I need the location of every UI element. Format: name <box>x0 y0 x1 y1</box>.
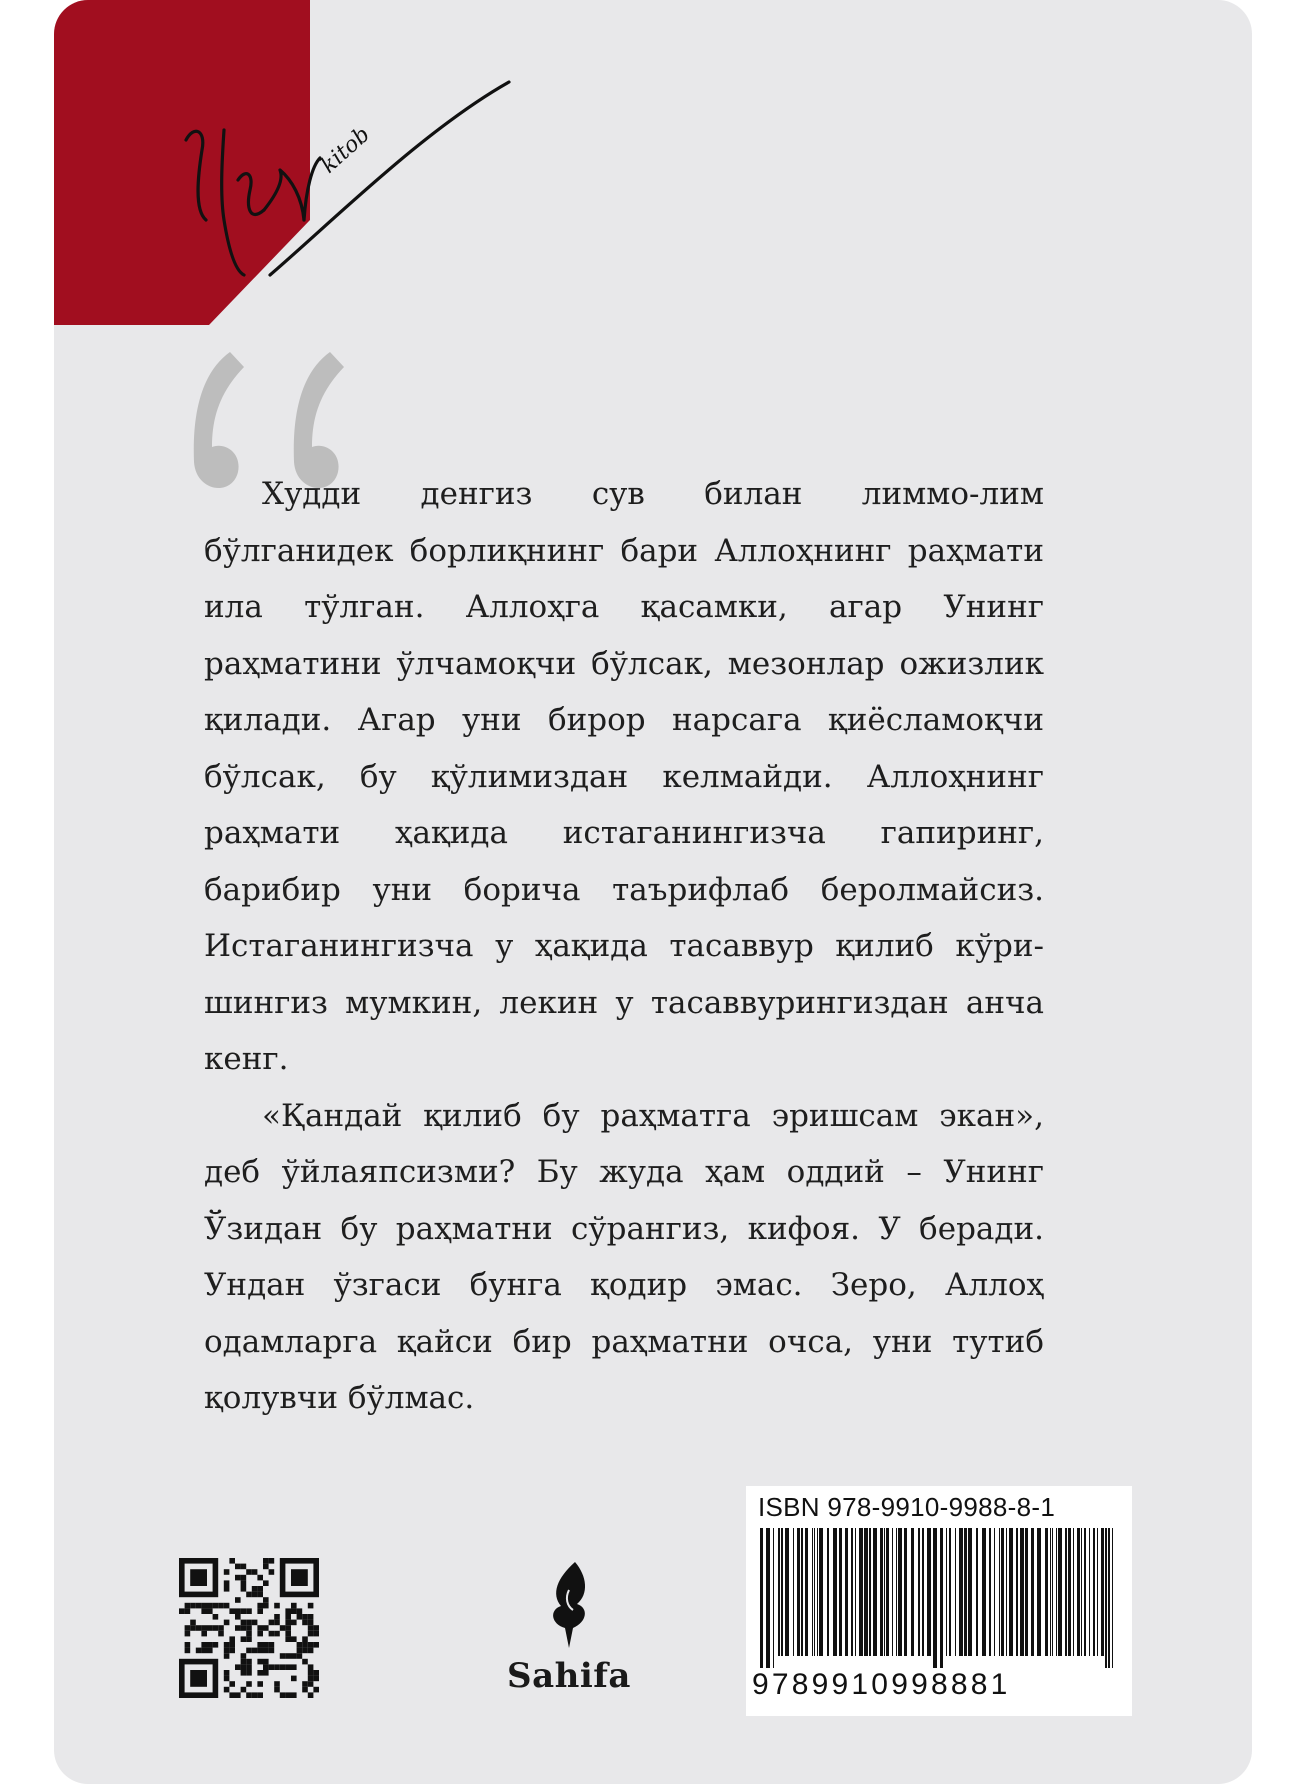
quill-flame-icon <box>539 1560 599 1650</box>
quote-paragraph: Худди денгиз сув билан лиммо-лим бўлганидек борлиқнинг бари Аллоҳнинг раҳмати ила тўлган. Аллоҳга қасамки, агар Унинг раҳматини ўлчамоқчи бўлсак, мезонлар ожизлик қилади. Агар уни бирор нарсага қиёсламоқчи бўлсак, бу қўлимиздан келмайди. Аллоҳнинг раҳмати ҳақида истаганингизча гапиринг, барибир уни боричa таърифлаб беролмайсиз. Истаганингизча у ҳақида тасаввур қилиб кўришингиз мумкин, лекин у тасаввурингиздан анча кенг. <box>204 476 1044 1077</box>
isbn-barcode <box>746 1486 1132 1716</box>
barcode-digits: 9789910998881 <box>752 1668 1011 1701</box>
publisher-logo <box>474 1560 664 1700</box>
barcode-bars <box>758 1528 1118 1668</box>
publisher-name: Sahifa <box>507 1656 631 1696</box>
qr-code[interactable] <box>179 1558 319 1700</box>
logo-text: kitob <box>316 122 376 179</box>
back-cover-quote <box>204 466 1044 1427</box>
signature-logo <box>184 70 524 300</box>
book-back-cover <box>54 0 1252 1784</box>
isbn-label: ISBN 978-9910-9988-8-1 <box>758 1492 1056 1522</box>
quote-paragraph: «Қандай қилиб бу раҳматга эришсам экан», деб ўйлаяпсизми? Бу жуда ҳам оддий – Унинг Ўзидан бу раҳматни сўрангиз, кифоя. У беради. Ундан ўзгаси бунга қодир эмас. Зеро, Аллоҳ одамларга қайси бир раҳматни очса, уни тутиб қолувчи бўлмас. <box>204 1097 1044 1416</box>
